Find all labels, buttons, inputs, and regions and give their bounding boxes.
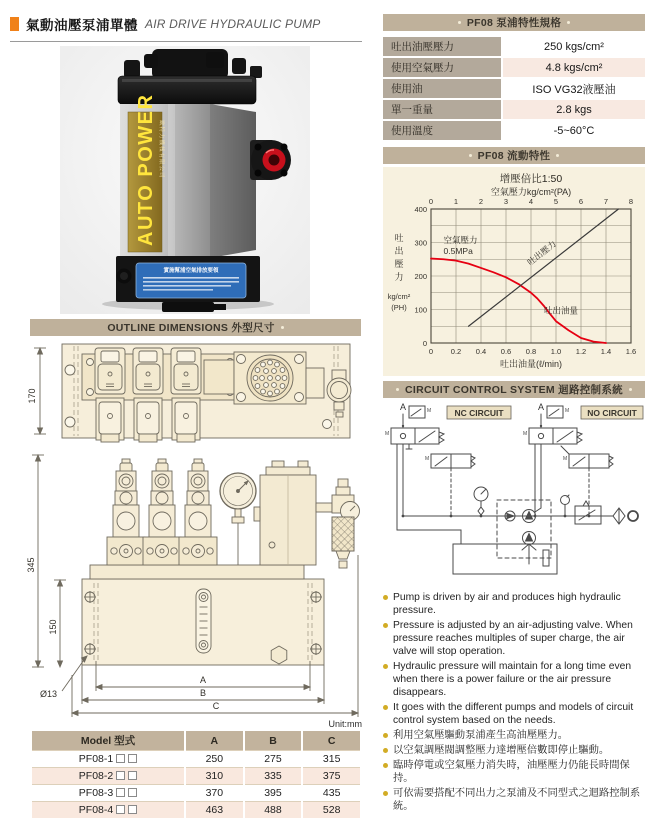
- dim-c-cell: 528: [302, 802, 361, 818]
- spec-row: [383, 121, 645, 140]
- list-item: [383, 744, 647, 757]
- list-item-text: It goes with the different pumps and models of circuit control system based on the needs.: [393, 701, 647, 727]
- spec-label: 使用空氣壓力: [383, 58, 501, 77]
- svg-text:100: 100: [414, 306, 427, 315]
- list-item: [383, 591, 647, 617]
- svg-text:400: 400: [414, 205, 427, 214]
- header-dot: [396, 388, 399, 391]
- page-title: [10, 14, 362, 42]
- svg-text:0.6: 0.6: [501, 347, 511, 356]
- dim-b-label: B: [200, 688, 206, 698]
- section-header-specs: [383, 14, 645, 31]
- option-box-icon: [128, 788, 137, 797]
- page-title-zh: 氣動油壓泵浦單體: [26, 14, 138, 34]
- spec-value: 250 kgs/cm²: [503, 37, 645, 56]
- svg-text:吐出油量: 吐出油量: [544, 306, 579, 316]
- dim-a-cell: 250: [185, 751, 244, 768]
- list-item: [383, 701, 647, 727]
- model-cell: [31, 785, 185, 802]
- column-header-c: C: [302, 731, 361, 751]
- svg-text:0.2: 0.2: [451, 347, 461, 356]
- header-dot: [567, 21, 570, 24]
- svg-text:1: 1: [454, 197, 458, 206]
- option-box-icon: [116, 805, 125, 814]
- bullet-icon: [383, 748, 388, 753]
- feature-list: [383, 591, 647, 815]
- column-header-b: B: [244, 731, 303, 751]
- dim-a-cell: 370: [185, 785, 244, 802]
- header-dot: [469, 154, 472, 157]
- bullet-icon: [383, 664, 388, 669]
- spec-label: 吐出油壓壓力: [383, 37, 501, 56]
- circuit-diagram-section: [383, 398, 645, 588]
- dim-a-cell: 310: [185, 768, 244, 785]
- motor-label: M: [385, 431, 389, 437]
- dim-c-cell: 375: [302, 768, 361, 785]
- svg-text:300: 300: [414, 239, 427, 248]
- dim-a-label: A: [200, 675, 206, 685]
- svg-text:出: 出: [394, 245, 403, 256]
- column-header-model: Model 型式: [31, 731, 185, 751]
- svg-text:空氣壓力kg/cm²(PA): 空氣壓力kg/cm²(PA): [491, 186, 571, 197]
- table-header-row: [31, 731, 361, 751]
- model-code: PF08-4: [79, 804, 113, 816]
- svg-text:2: 2: [479, 197, 483, 206]
- port-a-left-label: A: [400, 402, 406, 412]
- dim-c-cell: 315: [302, 751, 361, 768]
- list-item: [383, 759, 647, 785]
- header-dot: [629, 388, 632, 391]
- model-cell: [31, 768, 185, 785]
- brand-label: [128, 94, 166, 252]
- option-box-icon: [128, 805, 137, 814]
- list-item: [383, 729, 647, 742]
- list-item-text: Pressure is adjusted by an air-adjusting valve. When pressure reaches multiples of super charge, the air valve will stop operation.: [393, 619, 647, 658]
- header-dot: [281, 326, 284, 329]
- svg-text:7: 7: [604, 197, 608, 206]
- section-header-circuit: [383, 381, 645, 398]
- motor-label: M: [523, 431, 527, 437]
- header-dot: [556, 154, 559, 157]
- option-box-icon: [116, 788, 125, 797]
- brand-text: AUTO POWER: [135, 94, 157, 246]
- spec-row: [383, 58, 645, 77]
- spec-table: [383, 37, 645, 142]
- brand-subtext: 歐特力機械有限公司: [158, 120, 166, 179]
- air-filter-regulator: [316, 479, 360, 568]
- dim-c-cell: 435: [302, 785, 361, 802]
- option-box-icon: [116, 754, 125, 763]
- circuit-diagram: [383, 398, 645, 588]
- svg-text:吐出油量(ℓ/min): 吐出油量(ℓ/min): [500, 358, 562, 369]
- flow-chart-section: [383, 167, 645, 376]
- page-title-en: AIR DRIVE HYDRAULIC PUMP: [145, 17, 321, 31]
- svg-text:1.6: 1.6: [626, 347, 636, 356]
- svg-text:8: 8: [629, 197, 633, 206]
- nc-circuit-label: NC CIRCUIT: [454, 408, 504, 418]
- dim-170-label: 170: [27, 388, 37, 403]
- svg-text:吐: 吐: [394, 232, 403, 243]
- pressure-gauge: [220, 473, 256, 565]
- option-box-icon: [128, 754, 137, 763]
- svg-text:1.2: 1.2: [576, 347, 586, 356]
- table-row: [31, 785, 361, 802]
- spec-label: 使用油: [383, 79, 501, 98]
- table-row: [31, 751, 361, 768]
- svg-text:4: 4: [529, 197, 533, 206]
- motor-label: M: [565, 408, 569, 414]
- section-header-specs-label: PF08 泵浦特性規格: [467, 15, 561, 30]
- no-circuit-label: NO CIRCUIT: [587, 408, 637, 418]
- dim-b-cell: 488: [244, 802, 303, 818]
- svg-text:(PH): (PH): [391, 303, 407, 312]
- section-header-outline-label: OUTLINE DIMENSIONS 外型尺寸: [107, 320, 274, 335]
- list-item-text: Pump is driven by air and produces high hydraulic pressure.: [393, 591, 647, 617]
- dim-345-label: 345: [26, 557, 36, 572]
- svg-text:0: 0: [429, 197, 433, 206]
- dim-150-label: 150: [48, 619, 58, 634]
- list-item: [383, 619, 647, 658]
- list-item-text: 可依需要搭配不同出力之泵浦及不同型式之迴路控制系統。: [393, 787, 647, 813]
- model-cell: [31, 802, 185, 818]
- motor-label: M: [563, 456, 567, 462]
- instruction-label-title: 實施幫浦空氣排放要領: [163, 266, 219, 274]
- model-code: PF08-1: [79, 753, 113, 765]
- section-header-flow-label: PF08 流動特性: [478, 148, 551, 163]
- flow-characteristics-chart: [383, 183, 645, 373]
- connector-top-view: [234, 352, 306, 404]
- spec-row: [383, 100, 645, 119]
- svg-text:200: 200: [414, 272, 427, 281]
- bullet-icon: [383, 763, 388, 768]
- spec-value: 2.8 kgs: [503, 100, 645, 119]
- drain-plug: [271, 646, 287, 664]
- dim-c-label: C: [213, 701, 220, 711]
- valve-stations-front-view: [107, 459, 217, 565]
- model-code: PF08-2: [79, 770, 113, 782]
- spec-label: 使用溫度: [383, 121, 501, 140]
- svg-text:0: 0: [423, 339, 427, 348]
- bullet-icon: [383, 623, 388, 628]
- svg-text:吐出壓力: 吐出壓力: [525, 238, 558, 267]
- svg-text:kg/cm²: kg/cm²: [388, 292, 411, 301]
- dim-b-cell: 335: [244, 768, 303, 785]
- unit-note: Unit:mm: [230, 719, 362, 729]
- section-header-circuit-label: CIRCUIT CONTROL SYSTEM 迴路控制系統: [405, 382, 623, 397]
- column-header-a: A: [185, 731, 244, 751]
- spec-value: 4.8 kgs/cm²: [503, 58, 645, 77]
- outline-front-view: [26, 447, 362, 719]
- product-photo: [60, 46, 310, 314]
- svg-text:0.4: 0.4: [476, 347, 486, 356]
- air-motor-block: [254, 461, 316, 565]
- svg-text:力: 力: [394, 271, 403, 282]
- bullet-icon: [383, 595, 388, 600]
- header-dot: [458, 21, 461, 24]
- svg-text:0.5MPa: 0.5MPa: [444, 246, 474, 256]
- spec-value: -5~60°C: [503, 121, 645, 140]
- svg-text:1.0: 1.0: [551, 347, 561, 356]
- bullet-icon: [383, 791, 388, 796]
- list-item: [383, 660, 647, 699]
- port-a-right-label: A: [538, 402, 544, 412]
- model-cell: [31, 751, 185, 768]
- oil-level-gauge: [196, 589, 211, 653]
- table-row: [31, 768, 361, 785]
- dim-b-cell: 275: [244, 751, 303, 768]
- option-box-icon: [128, 771, 137, 780]
- list-item-text: Hydraulic pressure will maintain for a long time even when there is a power failure or the air pressure disappears.: [393, 660, 647, 699]
- svg-text:0: 0: [429, 347, 433, 356]
- svg-text:5: 5: [554, 197, 558, 206]
- model-code: PF08-3: [79, 787, 113, 799]
- svg-text:空氣壓力: 空氣壓力: [444, 235, 478, 245]
- spec-row: [383, 79, 645, 98]
- bullet-icon: [383, 705, 388, 710]
- list-item-text: 以空氣調壓閥調整壓力達增壓倍數即停止驅動。: [393, 744, 609, 757]
- table-row: [31, 802, 361, 818]
- svg-text:壓: 壓: [394, 258, 403, 269]
- bullet-icon: [383, 733, 388, 738]
- outline-top-view: [26, 338, 362, 444]
- svg-text:3: 3: [504, 197, 508, 206]
- spec-value: ISO VG32液壓油: [503, 79, 645, 98]
- spec-label: 單一重量: [383, 100, 501, 119]
- dim-hole-label: Ø13: [40, 689, 57, 699]
- svg-text:0.8: 0.8: [526, 347, 536, 356]
- svg-text:1.4: 1.4: [601, 347, 611, 356]
- chart-subtitle: 增壓倍比1:50: [431, 171, 631, 186]
- outlet-port: [250, 140, 291, 180]
- dim-a-cell: 463: [185, 802, 244, 818]
- svg-text:6: 6: [579, 197, 583, 206]
- spec-row: [383, 37, 645, 56]
- list-item: [383, 787, 647, 813]
- motor-label: M: [427, 408, 431, 414]
- motor-label: M: [425, 456, 429, 462]
- section-header-flow: [383, 147, 645, 164]
- title-accent-square: [10, 17, 19, 31]
- dim-b-cell: 395: [244, 785, 303, 802]
- option-box-icon: [116, 771, 125, 780]
- list-item-text: 臨時停電或空氣壓力消失時，油壓壓力仍能長時間保持。: [393, 759, 647, 785]
- section-header-outline: [30, 319, 361, 336]
- model-dimensions-table: [30, 731, 362, 818]
- list-item-text: 利用空氣壓驅動泵浦產生高油壓壓力。: [393, 729, 568, 742]
